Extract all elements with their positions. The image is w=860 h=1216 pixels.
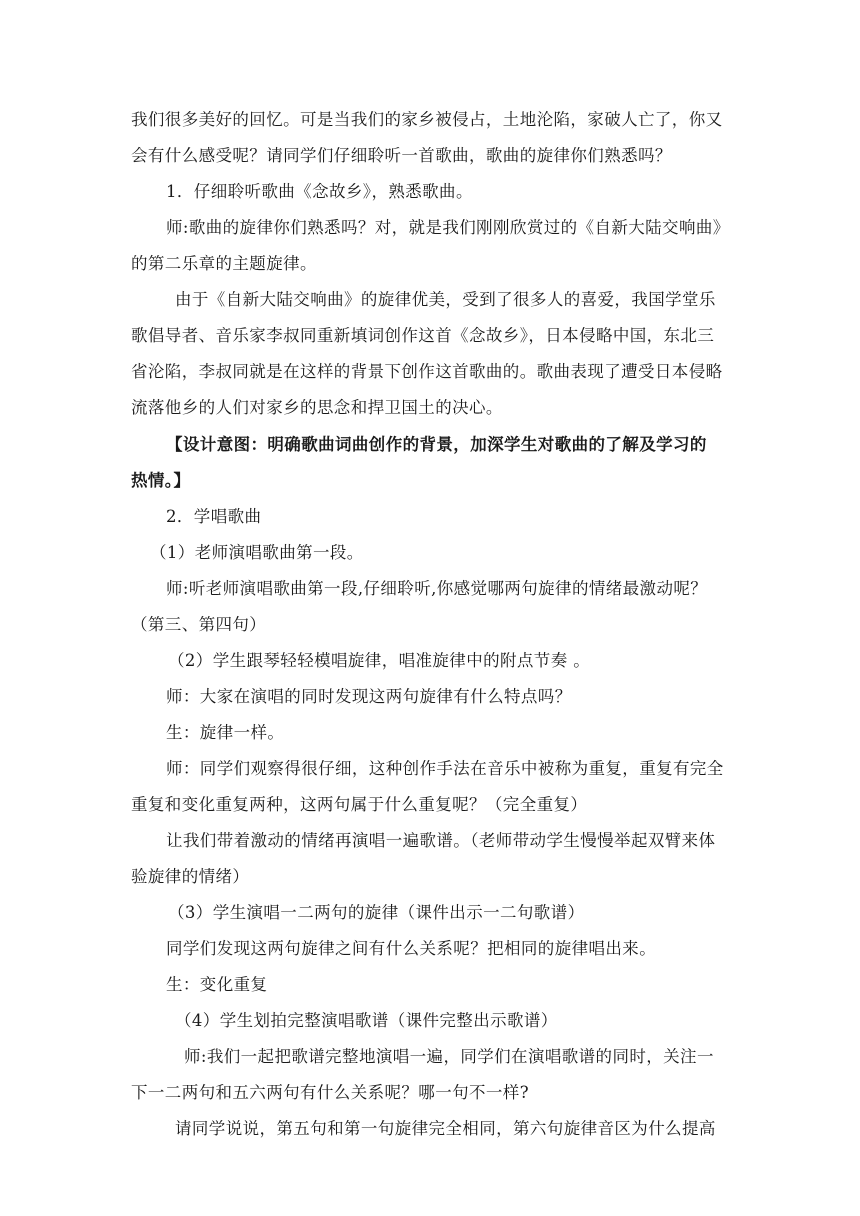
text-line: 我们很多美好的回忆。可是当我们的家乡被侵占，土地沦陷，家破人亡了，你又 <box>131 110 723 129</box>
text-line: 师：同学们观察得很仔细，这种创作手法在音乐中被称为重复，重复有完全 <box>166 759 724 778</box>
section-heading: 2．学唱歌曲 <box>166 507 262 526</box>
text-line: 验旋律的情绪） <box>131 867 250 886</box>
text-line: 师:听老师演唱歌曲第一段,仔细聆听,你感觉哪两句旋律的情绪最激动呢？ <box>166 579 708 598</box>
text-line: 的第二乐章的主题旋律。 <box>131 254 317 273</box>
text-line: 1．仔细聆听歌曲《念故乡》，熟悉歌曲。 <box>166 182 473 201</box>
text-line: （3）学生演唱一二两句的旋律（课件出示一二句歌谱） <box>168 903 585 922</box>
text-line: 请同学说说，第五句和第一句旋律完全相同，第六句旋律音区为什么提高 <box>175 1119 716 1138</box>
text-line: 师：大家在演唱的同时发现这两句旋律有什么特点吗？ <box>166 687 572 706</box>
text-line: （4）学生划拍完整演唱歌谱（课件完整出示歌谱） <box>175 1011 558 1030</box>
text-line: 重复和变化重复两种，这两句属于什么重复呢？（完全重复） <box>131 795 588 814</box>
text-line: 师:我们一起把歌谱完整地演唱一遍，同学们在演唱歌谱的同时，关注一 <box>184 1047 714 1066</box>
text-line: 让我们带着激动的情绪再演唱一遍歌谱。（老师带动学生慢慢举起双臂来体 <box>166 831 716 850</box>
text-line: 生：变化重复 <box>166 975 268 994</box>
text-line: 省沦陷，李叔同就是在这样的背景下创作这首歌曲的。歌曲表现了遭受日本侵略 <box>131 362 723 381</box>
text-line: 下一二两句和五六两句有什么关系呢？哪一句不一样? <box>131 1083 529 1102</box>
text-line: 由于《自新大陆交响曲》的旋律优美，受到了很多人的喜爱，我国学堂乐 <box>175 290 716 309</box>
design-intent-line: 【设计意图：明确歌曲词曲创作的背景，加深学生对歌曲的了解及学习的 <box>166 435 707 454</box>
text-line: 流落他乡的人们对家乡的思念和捍卫国土的决心。 <box>131 398 503 417</box>
text-line: 歌倡导者、音乐家李叔同重新填词创作这首《念故乡》，日本侵略中国，东北三 <box>131 326 715 345</box>
text-line: （1）老师演唱歌曲第一段。 <box>150 543 364 562</box>
text-line: （第三、第四句） <box>131 615 267 634</box>
text-line: 同学们发现这两句旋律之间有什么关系呢？把相同的旋律唱出来。 <box>166 939 657 958</box>
text-line: 生：旋律一样。 <box>166 723 285 742</box>
text-line: 师:歌曲的旋律你们熟悉吗？对，就是我们刚刚欣赏过的《自新大陆交响曲》 <box>166 218 730 237</box>
text-line: 会有什么感受呢？请同学们仔细聆听一首歌曲，歌曲的旋律你们熟悉吗？ <box>131 146 672 165</box>
design-intent-line: 热情。】 <box>131 471 191 490</box>
text-line: （2）学生跟琴轻轻模唱旋律，唱准旋律中的附点节奏 。 <box>168 651 591 670</box>
